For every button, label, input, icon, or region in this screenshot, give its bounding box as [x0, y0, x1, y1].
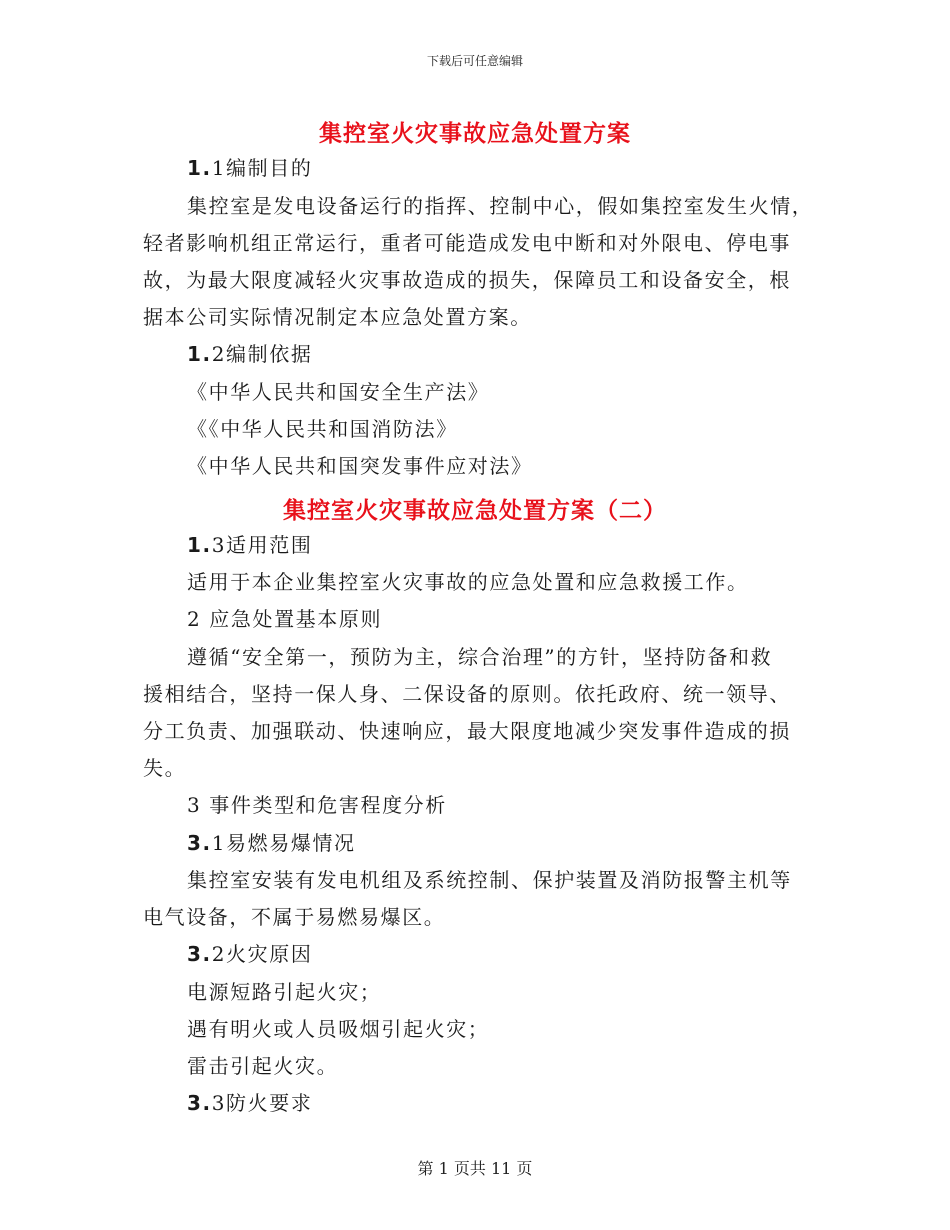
paragraph-line: 故，为最大限度减轻火灾事故造成的损失，保障员工和设备安全，根 [143, 268, 791, 292]
paragraph-line: 电气设备，不属于易燃易爆区。 [143, 905, 446, 929]
paragraph-line: 适用于本企业集控室火灾事故的应急处置和应急救援工作。 [187, 570, 749, 594]
heading-number: 1. [187, 342, 212, 366]
heading-2: 2 应急处置基本原则 [187, 607, 383, 631]
law-item: 《《中华人民共和国消防法》 [187, 417, 458, 441]
heading-text: 1易燃易爆情况 [211, 831, 356, 855]
heading-number: 3. [187, 942, 212, 966]
heading-text: 3适用范围 [211, 533, 313, 557]
heading-number: 1. [187, 156, 212, 180]
heading-3: 3 事件类型和危害程度分析 [187, 793, 447, 817]
paragraph-line: 援相结合，坚持一保人身、二保设备的原则。依托政府、统一领导、 [143, 682, 791, 706]
paragraph-line: 分工负责、加强联动、快速响应，最大限度地减少突发事件造成的损 [143, 719, 791, 743]
cause-item: 雷击引起火灾。 [187, 1054, 339, 1078]
paragraph-line: 遵循“安全第一，预防为主，综合治理”的方针，坚持防备和救 [187, 645, 773, 669]
heading-3-2 [187, 942, 847, 966]
heading-text: 3防火要求 [211, 1091, 313, 1115]
heading-number: 3. [187, 831, 212, 855]
cause-item: 电源短路引起火灾； [187, 980, 382, 1004]
page-footer: 第 1 页共 11 页 [417, 1159, 533, 1178]
law-item: 《中华人民共和国安全生产法》 [187, 380, 490, 404]
heading-text: 2火灾原因 [211, 942, 313, 966]
heading-1-2 [187, 342, 847, 366]
cause-item: 遇有明火或人员吸烟引起火灾； [187, 1017, 490, 1041]
heading-1-1 [187, 156, 847, 180]
heading-number: 1. [187, 533, 212, 557]
heading-text: 2编制依据 [211, 342, 313, 366]
paragraph-line: 失。 [143, 756, 187, 780]
heading-3-1 [187, 831, 847, 855]
document-title-2: 集控室火灾事故应急处置方案（二） [283, 498, 667, 524]
heading-1-3 [187, 533, 847, 557]
heading-text: 1编制目的 [211, 156, 313, 180]
paragraph-line: 据本公司实际情况制定本应急处置方案。 [143, 305, 532, 329]
law-item: 《中华人民共和国突发事件应对法》 [187, 454, 533, 478]
paragraph-line: 集控室安装有发电机组及系统控制、保护装置及消防报警主机等 [187, 868, 792, 892]
heading-number: 3. [187, 1091, 212, 1115]
paragraph-line: 集控室是发电设备运行的指挥、控制中心，假如集控室发生火情， [187, 194, 814, 218]
paragraph-line: 轻者影响机组正常运行，重者可能造成发电中断和对外限电、停电事 [143, 231, 791, 255]
document-title: 集控室火灾事故应急处置方案 [319, 121, 631, 147]
page-header: 下载后可任意编辑 [426, 54, 523, 68]
heading-3-3 [187, 1091, 847, 1115]
